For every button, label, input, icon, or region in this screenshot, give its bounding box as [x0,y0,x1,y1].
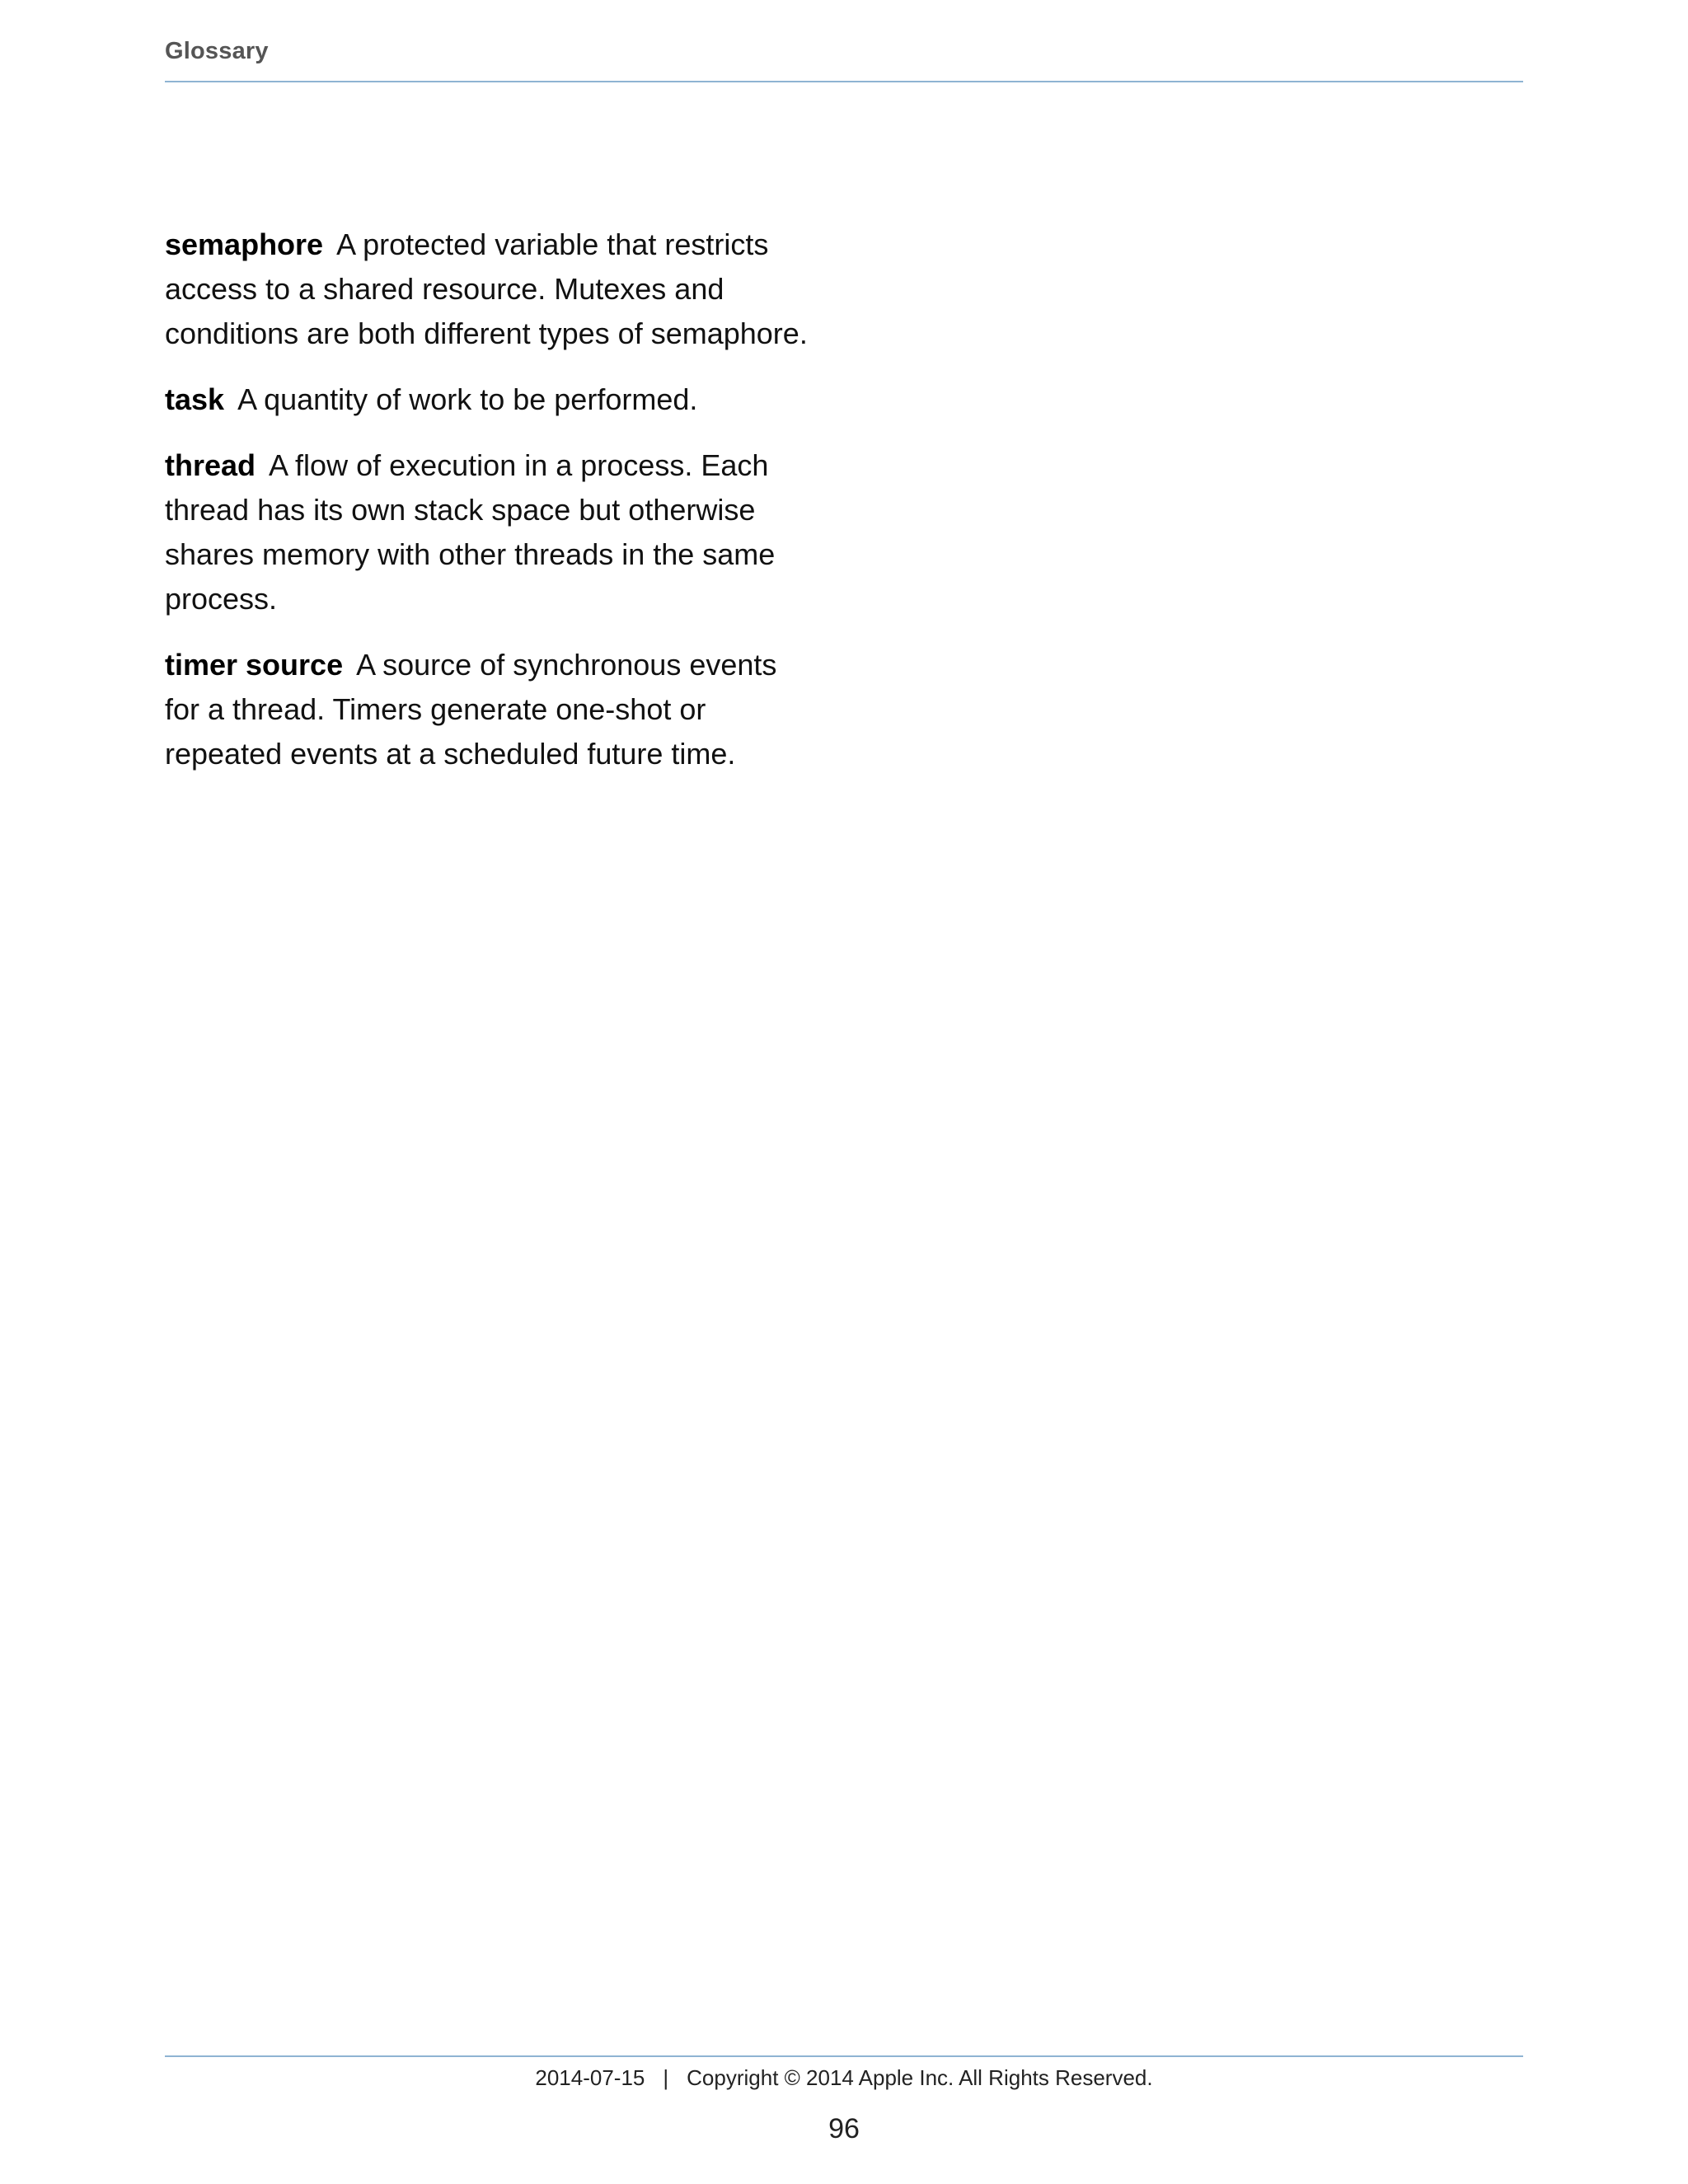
footer-divider [165,2055,1523,2057]
glossary-term: timer source [165,648,344,682]
glossary-term: semaphore [165,227,324,261]
glossary-term: thread [165,448,256,482]
glossary-entry-timer-source [165,643,816,776]
page-number: 96 [828,2113,860,2144]
footer-separator: | [663,2065,669,2090]
page-footer [165,2065,1523,2091]
glossary-entry-task [165,377,816,422]
glossary-term: task [165,382,225,416]
header-divider [165,81,1523,82]
glossary-definition: A protected variable that restricts access to a shared resource. Mutexes and conditions are both different types of semaphore. [165,227,808,350]
glossary-definition: A source of synchronous events for a thread. Timers generate one-shot or repeated events at a scheduled future time. [165,648,777,771]
glossary-list [165,223,816,798]
footer-date: 2014-07-15 [535,2065,645,2090]
footer-copyright: Copyright © 2014 Apple Inc. All Rights Reserved. [687,2065,1153,2090]
running-header-title: Glossary [165,38,269,64]
glossary-entry-semaphore [165,223,816,356]
glossary-definition: A quantity of work to be performed. [237,382,698,416]
glossary-entry-thread [165,443,816,621]
glossary-definition: A flow of execution in a process. Each thread has its own stack space but otherwise shares memory with other threads in the same process. [165,448,776,616]
